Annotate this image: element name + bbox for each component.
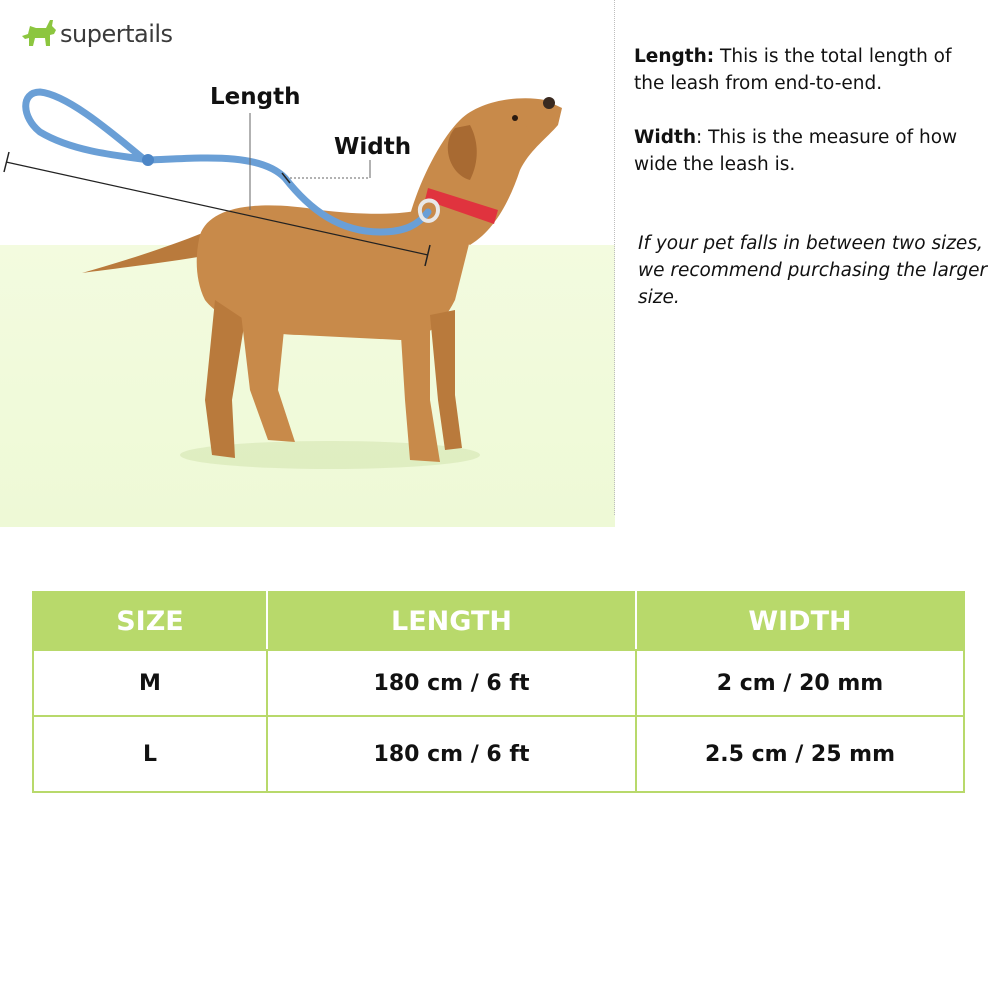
length-cell: 180 cm / 6 ft (267, 650, 636, 716)
size-advice-note: If your pet falls in between two sizes, we recommend purchasing the larger size. (638, 233, 988, 308)
length-term: Length: (634, 46, 715, 67)
logo-text: supertails (60, 20, 173, 48)
header-size: SIZE (33, 592, 267, 650)
length-diagram-label: Length (210, 84, 301, 110)
width-description: : This is the measure of how wide the leash is. (634, 127, 958, 175)
dog-nose (543, 97, 555, 109)
length-definition (634, 43, 984, 97)
dog-front-leg-far (430, 310, 462, 450)
leash-knot (142, 154, 154, 166)
length-cell: 180 cm / 6 ft (267, 716, 636, 792)
width-cell: 2.5 cm / 25 mm (636, 716, 964, 792)
table-header-row (33, 592, 964, 650)
dog-eye (512, 115, 518, 121)
size-cell: L (33, 716, 267, 792)
size-chart-table (32, 591, 965, 793)
dog-tail (82, 232, 210, 273)
table-row (33, 650, 964, 716)
width-definition (634, 124, 984, 178)
dog-leash-illustration (0, 0, 615, 527)
size-cell: M (33, 650, 267, 716)
table-row (33, 716, 964, 792)
width-cell: 2 cm / 20 mm (636, 650, 964, 716)
width-diagram-label: Width (334, 134, 412, 160)
width-term: Width (634, 127, 697, 148)
header-length: LENGTH (267, 592, 636, 650)
length-description: This is the total length of the leash from end-to-end. (634, 46, 952, 94)
header-width: WIDTH (636, 592, 964, 650)
dog-back-leg-far (205, 300, 245, 458)
